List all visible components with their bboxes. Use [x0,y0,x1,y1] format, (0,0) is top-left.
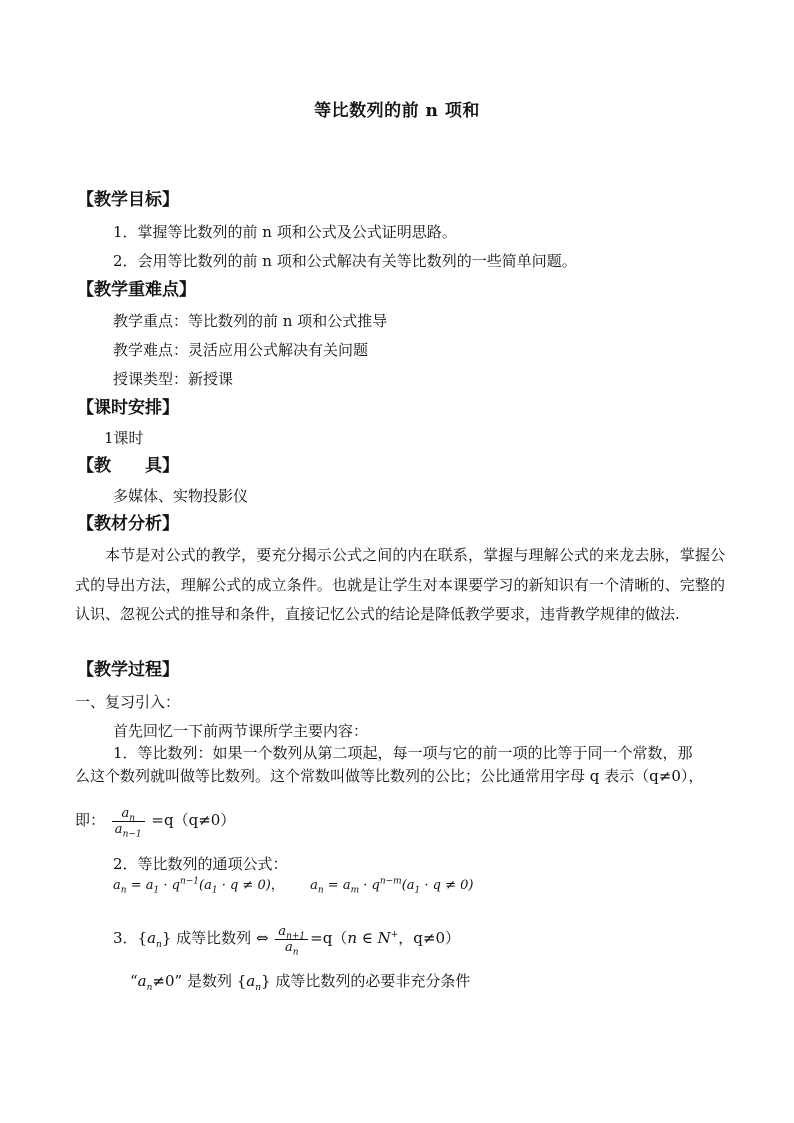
item1-line2: 么这个数列就叫做等比数列。这个常数叫做等比数列的公比；公比通常用字母 q 表示（q≠0）， [75,767,704,785]
process-heading: 【教学过程】 [77,660,179,680]
note-line [130,971,470,991]
key-point-item: 授课类型：新授课 [113,370,234,388]
item1-formula-line [75,800,235,840]
item3-end: ，q≠0） [398,929,461,947]
review-intro: 首先回忆一下前两节课所学主要内容： [113,722,369,740]
goals-heading: 【教学目标】 [77,190,179,210]
condition-denominator: $a_n$ [284,939,299,958]
general-term-formula-1: $a_n = a_1 \cdot q^{n-1}(a_1 \cdot q \ne 0)$ [113,876,271,896]
page-title: 等比数列的前 n 项和 [314,101,480,121]
item1-prefix: 即： [75,811,106,829]
condition-fraction [275,923,308,958]
schedule-text: 1课时 [104,429,144,447]
key-point-item: 教学重点：等比数列的前 n 项和公式推导 [113,312,388,330]
item3-prefix: 3．{ [113,929,148,947]
note-term: $a_n$ [137,972,153,993]
key-point-item: 教学难点：灵活应用公式解决有关问题 [113,341,369,359]
item1-suffix: =q（q≠0） [151,811,236,829]
natural-number-condition: n ∈ N+ [347,929,399,947]
item2-title: 2．等比数列的通项公式： [113,855,288,873]
item2-formulas: $a_n = a_1 \cdot q^{n-1}(a_1 \cdot q \ne 0)$， $a_n = a_m \cdot q^{n-m}(a_1 \cdot q \ne 0)$ [113,876,474,896]
key-points-heading: 【教学重难点】 [77,280,196,300]
goal-item: 2．会用等比数列的前 n 项和公式解决有关等比数列的一些简单问题。 [113,252,577,270]
general-term-formula-2: $a_n = a_m \cdot q^{n-m}(a_1 \cdot q \ne 0)$ [310,876,474,896]
condition-numerator: $a_{n+1}$ [275,924,308,940]
ratio-denominator: $a_{n-1}$ [114,821,142,840]
note-end: } 成等比数列的必要非充分条件 [261,972,471,990]
schedule-heading: 【课时安排】 [77,398,179,418]
analysis-heading: 【教材分析】 [77,514,179,534]
iff-symbol: ⇔ [255,929,269,947]
ratio-numerator: $a_n$ [112,806,145,822]
ratio-fraction [112,805,145,840]
review-title: 一、复习引入： [75,693,181,711]
note-sequence: $a_n$ [246,972,262,993]
item3-line [113,918,460,958]
tools-heading: 【教 具】 [77,456,179,476]
tools-text: 多媒体、实物投影仪 [113,487,249,505]
note-mid: ≠0” 是数列 { [152,972,247,990]
item3-suffix: =q（ [310,929,348,947]
sequence-symbol: $a_n$ [147,929,162,950]
item3-mid: } 成等比数列 [161,929,252,947]
analysis-paragraph: 本节是对公式的教学，要充分揭示公式之间的内在联系，掌握与理解公式的来龙去脉，掌握公式的导出方法，理解公式的成立条件。也就是让学生对本课要学习的新知识有一个清晰的、完整的认识、忽视公式的推导和条件，直接记忆公式的结论是降低教学要求，违背教学规律的做法. [75,546,725,623]
goal-item: 1．掌握等比数列的前 n 项和公式及公式证明思路。 [113,223,457,241]
item1-line1: 1．等比数列：如果一个数列从第二项起，每一项与它的前一项的比等于同一个常数，那 [113,744,693,762]
note-prefix: “ [130,972,138,990]
